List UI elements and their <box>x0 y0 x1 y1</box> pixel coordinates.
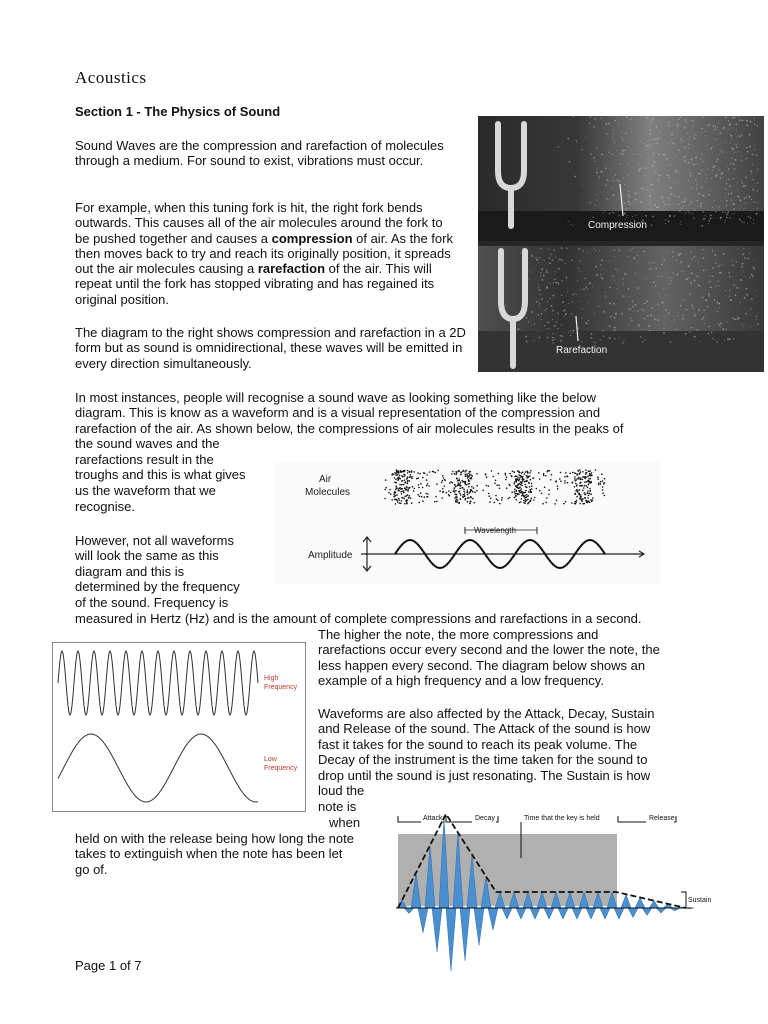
text-line: The higher the note, the more compressions and <box>318 627 599 642</box>
text-line: However, not all waveforms <box>75 533 234 548</box>
text-line: measured in Hertz (Hz) and is the amount of complete compressions and rarefactions in a second. <box>75 611 642 626</box>
decay-label: Decay <box>475 815 495 822</box>
low-frequency-label: Frequency <box>264 765 298 772</box>
text-line: Waveforms are also affected by the Attack, Decay, Sustain <box>318 706 655 721</box>
text-run: of the air. This will repeat until the fork has stopped vibrating and has regained its original position. <box>75 261 435 307</box>
text-line: rarefactions result in the <box>75 452 214 467</box>
release-label: Release <box>649 815 675 822</box>
air-label: Air <box>319 474 332 485</box>
rarefaction-label: Rarefaction <box>556 345 608 356</box>
adsr-illustration <box>396 808 712 974</box>
page-title: Acoustics <box>75 68 147 87</box>
text-line: example of a high frequency and a low frequency. <box>318 673 604 688</box>
paragraph-tuning-fork <box>75 200 460 307</box>
text-line: Decay of the instrument is the time taken for the sound to <box>318 752 648 767</box>
bold-term-compression: compression <box>271 230 353 246</box>
tuning-fork-figure <box>478 116 764 372</box>
text-line: us the waveform that we <box>75 483 216 498</box>
waveform-figure <box>275 462 660 584</box>
low-label: Low <box>264 756 277 763</box>
text-line: loud the <box>318 783 365 798</box>
text-run: of air. As the fork then moves back to try and reach its originally position, it spreads out the air molecules causing a <box>75 230 453 277</box>
text-line: fast it takes for the sound to reach its peak volume. The <box>318 737 638 752</box>
text-line: troughs and this is what gives <box>75 467 246 482</box>
text-line: when <box>329 815 361 830</box>
attack-label: Attack <box>423 815 443 822</box>
text-run: For example, when this tuning fork is hit, the right fork bends outwards. This causes all of the air molecules around the fork to be pushed together and causes a <box>75 200 443 246</box>
paragraph-intro <box>75 138 455 169</box>
high-frequency-label: Frequency <box>264 684 298 691</box>
text-line: In most instances, people will recognise a sound wave as looking something like the below <box>75 390 597 405</box>
amplitude-label: Amplitude <box>308 550 353 561</box>
text-line: note is <box>318 799 357 814</box>
text-line: go of. <box>75 862 108 877</box>
sustain-label: Sustain <box>688 897 712 904</box>
text-line: drop until the sound is just resonating. The Sustain is how <box>318 768 651 783</box>
compression-label: Compression <box>588 220 647 231</box>
text-line: the sound waves and the <box>75 436 220 451</box>
text-line: of the sound. Frequency is <box>75 595 229 610</box>
wavelength-label: Wavelength <box>474 526 516 535</box>
molecules-label: Molecules <box>305 487 351 498</box>
text-line: diagram and this is <box>75 564 185 579</box>
text-line: rarefaction of the air. As shown below, the compressions of air molecules results in the peaks of <box>75 421 624 436</box>
paragraph-text: The diagram to the right shows compression and rarefaction in a 2D form but as sound is omnidirectional, these waves will be emitted in every direction simultaneously. <box>75 325 466 371</box>
text-line: will look the same as this <box>75 548 219 563</box>
page-number: Page 1 of 7 <box>75 958 142 973</box>
text-line: recognise. <box>75 499 135 514</box>
text-line: diagram. This is know as a waveform and is a visual representation of the compression and <box>75 405 601 420</box>
text-line: determined by the frequency <box>75 579 240 594</box>
adsr-figure <box>396 808 712 974</box>
text-line: takes to extinguish when the note has been let <box>75 846 343 861</box>
tuning-fork-illustration <box>478 116 764 372</box>
section-heading: Section 1 - The Physics of Sound <box>75 104 281 119</box>
high-label: High <box>264 675 279 682</box>
frequency-illustration <box>53 643 305 811</box>
waveform-illustration <box>275 462 660 584</box>
text-line: rarefactions occur every second and the lower the note, the <box>318 642 660 657</box>
paragraph-text <box>75 200 460 307</box>
bold-term-rarefaction: rarefaction <box>257 261 326 277</box>
paragraph-text: Sound Waves are the compression and rarefaction of molecules through a medium. For sound to exist, vibrations must occur. <box>75 138 444 169</box>
frequency-figure <box>52 642 306 812</box>
key-held-label: Time that the key is held <box>524 815 600 822</box>
text-line: less happen every second. The diagram below shows an <box>318 658 646 673</box>
text-line: held on with the release being how long the note <box>75 831 354 846</box>
text-line: and Release of the sound. The Attack of the sound is how <box>318 721 651 736</box>
paragraph-diagram <box>75 325 467 371</box>
